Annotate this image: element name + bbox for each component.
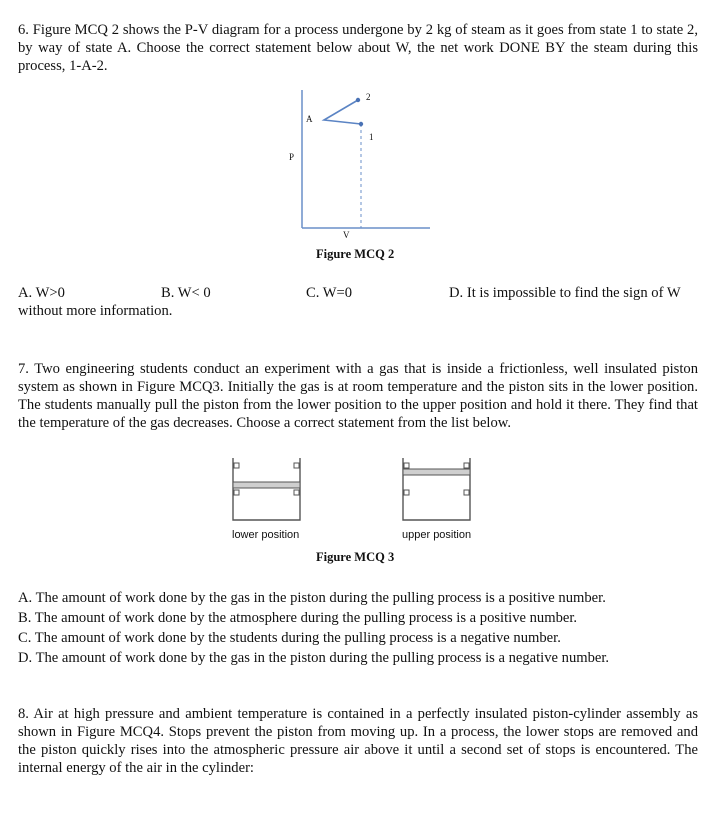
label-state-1: 1 [369, 132, 374, 142]
label-state-a: A [306, 114, 313, 124]
label-p-axis: P [289, 152, 295, 162]
q6-option-c[interactable]: C. W=0 [306, 285, 353, 301]
figure-mcq3 [228, 454, 488, 546]
upper-position-label: upper position [402, 529, 472, 541]
upper-position-cylinder [403, 458, 470, 520]
lower-position-cylinder [233, 458, 300, 520]
piston-diagrams [228, 454, 488, 524]
question-8-stem: 8. Air at high pressure and ambient temperature is contained in a perfectly insulated piston-cylinder assembly as shown in Figure MCQ4. Stops prevent the piston from moving up. In a process, the lower stops are removed and the piston quickly rises into the atmospheric pressure air above it until a second set of stops is encountered. The internal energy of the air in the cylinder: [18, 706, 698, 776]
q6-option-a[interactable]: A. W>0 [18, 285, 65, 301]
label-v-axis: V [343, 230, 350, 240]
figure-mcq2-caption: Figure MCQ 2 [316, 247, 395, 261]
figure-mcq2 [280, 84, 440, 246]
state-2-point [356, 98, 360, 102]
q7-option-d[interactable]: D. The amount of work done by the gas in the piston during the pulling process is a negative number. [18, 650, 610, 666]
q7-option-c[interactable]: C. The amount of work done by the students during the pulling process is a negative number. [18, 630, 561, 646]
q6-option-b[interactable]: B. W< 0 [161, 285, 211, 301]
label-state-2: 2 [366, 92, 371, 102]
q6-option-d[interactable]: D. It is impossible to find the sign of W [449, 285, 681, 301]
q6-option-d-continued: without more information. [18, 303, 173, 319]
pv-diagram [280, 84, 440, 246]
question-6-stem: 6. Figure MCQ 2 shows the P-V diagram for a process undergone by 2 kg of steam as it goes from state 1 to state 2, by way of state A. Choose the correct statement below about W, the net work DONE BY the steam during this process, 1-A-2. [18, 22, 698, 74]
q7-option-a[interactable]: A. The amount of work done by the gas in the piston during the pulling process is a positive number. [18, 590, 606, 606]
state-1-point [359, 122, 363, 126]
question-7-stem: 7. Two engineering students conduct an experiment with a gas that is inside a frictionless, well insulated piston system as shown in Figure MCQ3. Initially the gas is at room temperature and the piston sits in the lower position. The students manually pull the piston from the lower position to the upper position and hold it there. They find that the temperature of the gas decreases. Choose a correct statement from the list below. [18, 361, 698, 431]
process-path [324, 100, 361, 124]
lower-position-label: lower position [232, 529, 300, 541]
q7-option-b[interactable]: B. The amount of work done by the atmosphere during the pulling process is a positive number. [18, 610, 578, 626]
figure-mcq3-caption: Figure MCQ 3 [316, 550, 395, 564]
